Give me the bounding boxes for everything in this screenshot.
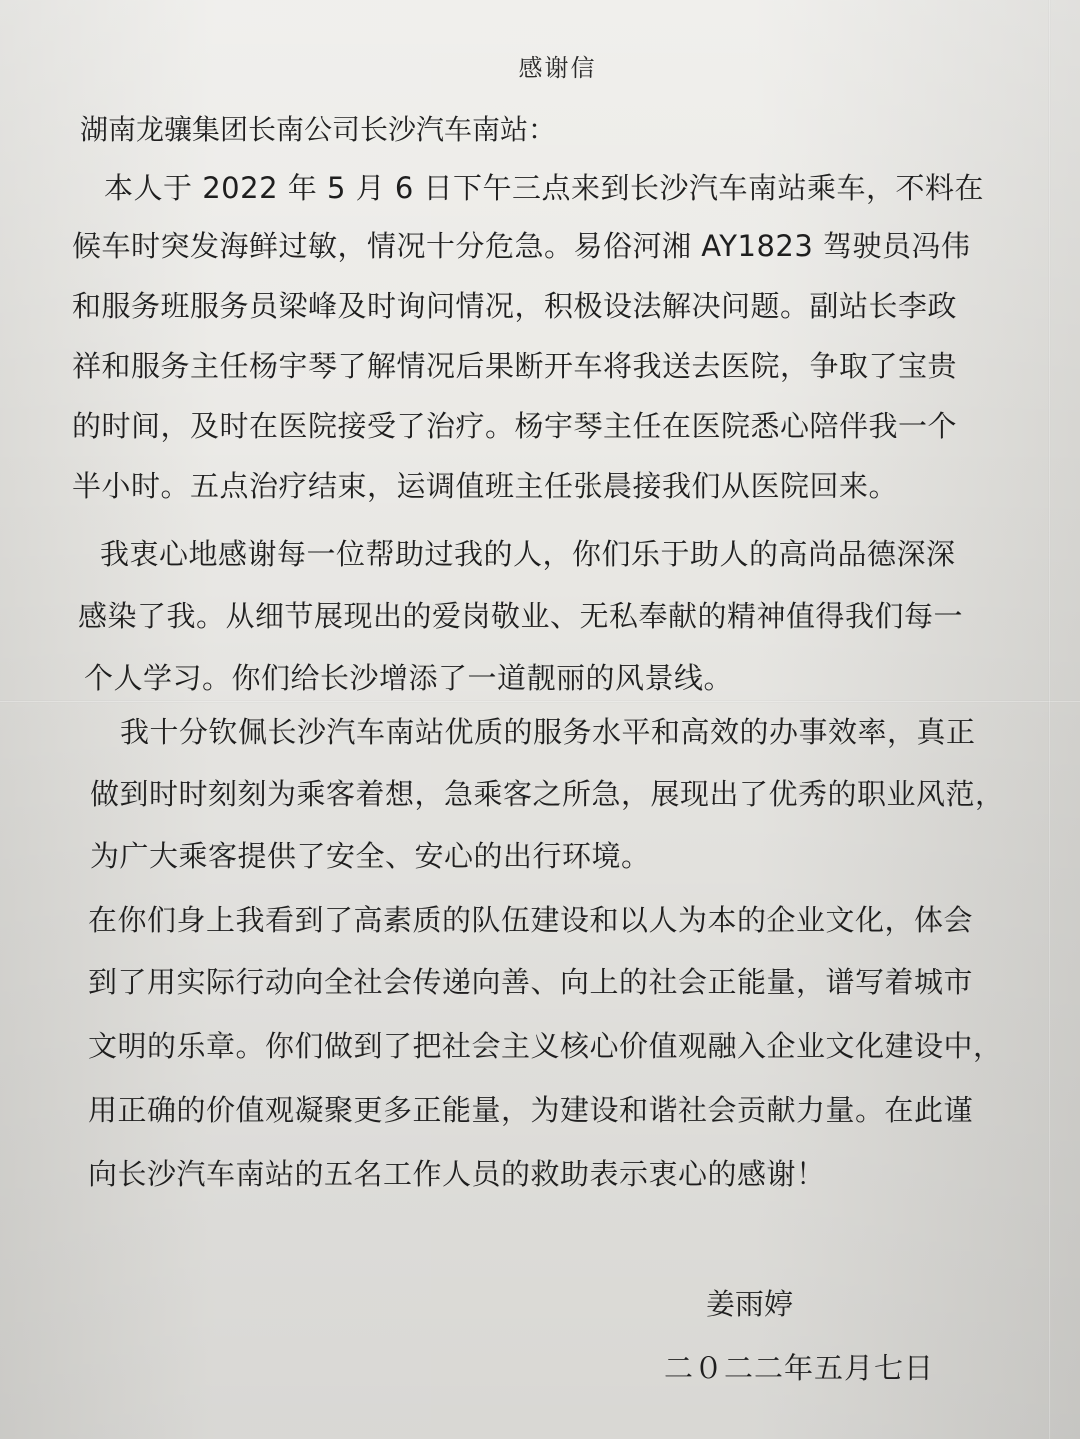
- body-line: 文明的乐章。你们做到了把社会主义核心价值观融入企业文化建设中，: [88, 1029, 1003, 1063]
- body-line: 做到时时刻刻为乘客着想，急乘客之所急，展现出了优秀的职业风范，: [90, 777, 1005, 811]
- letter-date: 二０二二年五月七日: [664, 1351, 935, 1385]
- body-line: 和服务班服务员梁峰及时询问情况，积极设法解决问题。副站长李政: [72, 289, 958, 323]
- fold-line-vertical: [1048, 0, 1051, 1439]
- body-line: 的时间，及时在医院接受了治疗。杨宇琴主任在医院悉心陪伴我一个: [72, 409, 958, 443]
- body-line: 候车时突发海鲜过敏，情况十分危急。易俗河湘 AY1823 驾驶员冯伟: [72, 229, 971, 263]
- body-line: 感染了我。从细节展现出的爱岗敬业、无私奉献的精神值得我们每一: [78, 599, 964, 633]
- letter-signature: 姜雨婷: [706, 1287, 794, 1321]
- body-line: 向长沙汽车南站的五名工作人员的救助表示衷心的感谢！: [88, 1157, 826, 1191]
- body-line: 为广大乘客提供了安全、安心的出行环境。: [90, 839, 651, 873]
- body-line: 个人学习。你们给长沙增添了一道靓丽的风景线。: [84, 661, 734, 695]
- body-line: 在你们身上我看到了高素质的队伍建设和以人为本的企业文化，体会: [88, 903, 974, 937]
- body-line: 到了用实际行动向全社会传递向善、向上的社会正能量，谱写着城市: [88, 965, 974, 999]
- body-line: 用正确的价值观凝聚更多正能量，为建设和谐社会贡献力量。在此谨: [88, 1093, 974, 1127]
- letter-greeting: 湖南龙骧集团长南公司长沙汽车南站：: [80, 113, 557, 146]
- letter-title: 感谢信: [518, 54, 597, 82]
- body-line: 我衷心地感谢每一位帮助过我的人，你们乐于助人的高尚品德深深: [100, 537, 956, 571]
- body-line: 本人于 2022 年 5 月 6 日下午三点来到长沙汽车南站乘车，不料在: [104, 171, 985, 205]
- fold-line-horizontal: [0, 700, 1080, 703]
- body-line: 祥和服务主任杨宇琴了解情况后果断开车将我送去医院，争取了宝贵: [72, 349, 958, 383]
- body-line: 我十分钦佩长沙汽车南站优质的服务水平和高效的办事效率，真正: [120, 715, 976, 749]
- body-line: 半小时。五点治疗结束，运调值班主任张晨接我们从医院回来。: [72, 469, 899, 503]
